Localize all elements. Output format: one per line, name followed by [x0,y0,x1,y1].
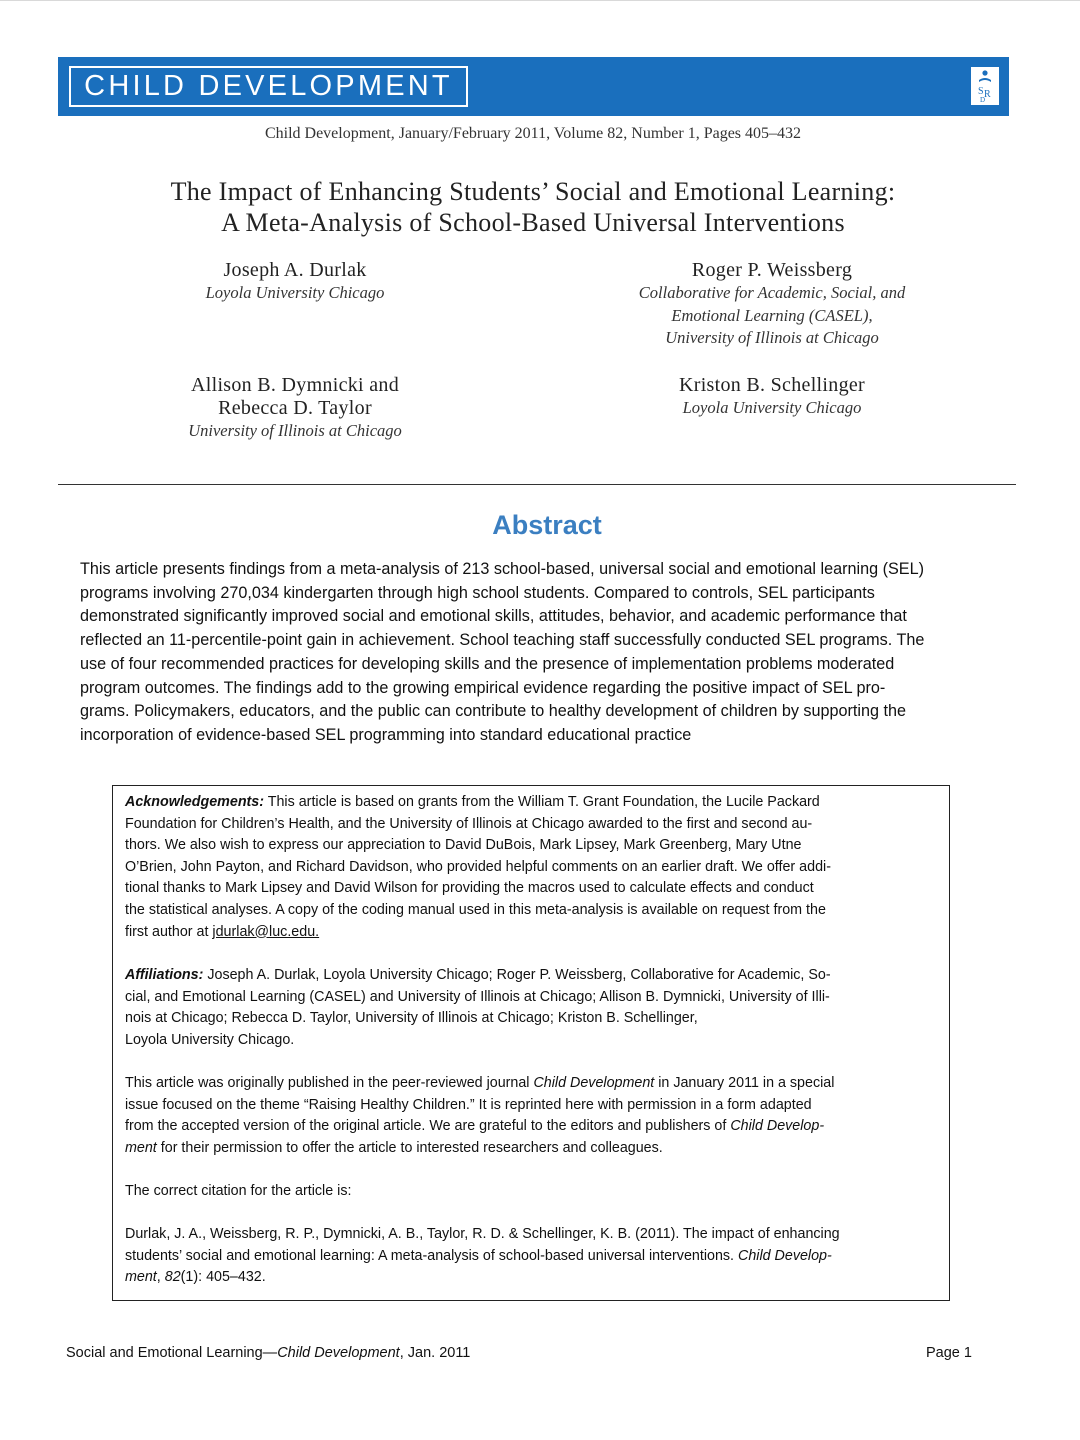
journal-citation-line: Child Development, January/February 2011, Volume 82, Number 1, Pages 405–432 [264,125,802,142]
article-citation [125,1224,940,1289]
author-affiliation: Collaborative for Academic, Social, and [638,283,906,302]
publication-note-text: This article was originally published in the peer-reviewed journal [125,1075,534,1091]
affiliations-label: Affiliations: [125,967,204,983]
abstract-body [80,558,1010,748]
citation-text: students’ social and emotional learning: A meta-analysis of school-based universal interventions. [125,1247,738,1264]
journal-title: CHILD DEVELOPMENT [69,66,468,107]
abstract-line: program outcomes. The findings add to the growing empirical evidence regarding the positive impact of SEL pro- [80,678,886,697]
srcd-logo-icon [971,67,999,105]
abstract-line: This article presents findings from a meta-analysis of 213 school-based, universal social and emotional learning (SEL) [80,560,924,578]
acknowledgements-label: Acknowledgements: [125,794,265,810]
acknowledgements-line: O’Brien, John Payton, and Richard Davidson, who provided helpful comments on an earlier draft. We offer addi- [125,858,831,875]
acknowledgements-text: first author at [125,923,213,940]
footer-text: , Jan. 2011 [399,1345,471,1361]
abstract-line: demonstrated significantly improved social and emotional skills, attitudes, behavior, and academic performance that [80,607,907,626]
abstract-heading: Abstract [492,510,602,540]
citation-intro-text: The correct citation for the article is: [125,1183,352,1199]
author-affiliation: University of Illinois at Chicago [665,328,879,347]
acknowledgements-line: thors. We also wish to express our appreciation to David DuBois, Mark Lipsey, Mark Greenberg, Mary Utne [125,837,802,854]
publication-note-text: for their permission to offer the article to interested researchers and colleagues. [156,1139,663,1156]
author-email-link[interactable]: jdurlak@luc.edu. [212,923,320,940]
acknowledgements-line: tional thanks to Mark Lipsey and David Wilson for providing the macros used to calculate effects and conduct [125,880,814,897]
abstract-line: use of four recommended practices for developing skills and the presence of implementation problems moderated [80,654,895,673]
acknowledgements-line: Foundation for Children’s Health, and the University of Illinois at Chicago awarded to the first and second au- [125,815,813,832]
section-divider [58,484,1016,485]
article-title [0,176,1066,238]
affiliations-line: nois at Chicago; Rebecca D. Taylor, University of Illinois at Chicago; Kriston B. Schellinger, [125,1010,698,1027]
citation-line: Durlak, J. A., Weissberg, R. P., Dymnicki, A. B., Taylor, R. D. & Schellinger, K. B. (2011). The impact of enhancing [125,1226,840,1242]
citation-volume: 82 [164,1269,181,1286]
footer-running-title [66,1345,470,1361]
acknowledgements-paragraph [125,792,940,943]
title-line-1: The Impact of Enhancing Students’ Social and Emotional Learning: [170,177,896,206]
publication-note-line: issue focused on the theme “Raising Healthy Children.” It is reprinted here with permission in a form adapted [125,1096,812,1113]
publication-note-text: from the accepted version of the original article. We are grateful to the editors and publishers of [125,1118,731,1135]
author-affiliation: Emotional Learning (CASEL), [671,305,873,325]
title-line-2: A Meta-Analysis of School-Based Universal Interventions [221,208,845,237]
author-name: Rebecca D. Taylor [218,397,372,419]
author-name: Roger P. Weissberg [691,259,853,281]
author-dymnicki-taylor [145,374,445,443]
journal-name: Child Develop- [730,1118,825,1135]
citation-text: , [156,1269,165,1286]
abstract-line: reflected an 11-percentile-point gain in achievement. School teaching staff successfully conducted SEL programs. The [80,631,925,650]
author-affiliation: Loyola University Chicago [682,398,862,417]
journal-name: Child Development [533,1075,655,1091]
abstract-line: programs involving 270,034 kindergarten through high school students. Compared to controls, SEL participants [80,583,875,602]
author-weissberg [600,259,944,350]
acknowledgements-line: the statistical analyses. A copy of the coding manual used in this meta-analysis is available on request from the [125,901,826,918]
affiliations-text: Joseph A. Durlak, Loyola University Chicago; Roger P. Weissberg, Collaborative for Academic, So- [203,967,831,983]
citation-text: (1): 405–432. [180,1269,266,1286]
author-name: Allison B. Dymnicki and [190,374,399,396]
journal-name: ment [125,1139,157,1156]
footer-text: Social and Emotional Learning— [66,1345,278,1361]
author-name: Joseph A. Durlak [223,259,367,281]
acknowledgements-text: This article is based on grants from the William T. Grant Foundation, the Lucile Packard [264,794,820,810]
publication-note-text: in January 2011 in a special [654,1075,835,1091]
author-schellinger [622,374,922,420]
svg-text:D: D [980,96,986,104]
journal-name: ment [125,1269,157,1286]
top-border [0,0,1080,1]
journal-name: Child Development [277,1345,400,1361]
affiliations-paragraph [125,965,940,1051]
author-affiliation: University of Illinois at Chicago [188,421,402,440]
svg-text:R: R [984,89,991,100]
affiliations-line: cial, and Emotional Learning (CASEL) and University of Illinois at Chicago; Allison B. Dymnicki, University of Illi- [125,988,830,1005]
author-affiliation: Loyola University Chicago [205,283,385,302]
citation-intro [125,1181,940,1203]
journal-name: Child Develop- [738,1247,832,1264]
author-durlak [145,259,445,305]
svg-text:S: S [978,86,984,97]
publication-note [125,1073,940,1159]
abstract-line: incorporation of evidence-based SEL programming into standard educational practice [80,725,692,744]
abstract-line: grams. Policymakers, educators, and the public can contribute to healthy development of children by supporting the [80,702,907,721]
author-name: Kriston B. Schellinger [678,374,866,396]
affiliations-line: Loyola University Chicago. [125,1031,295,1048]
journal-banner [58,57,1009,116]
page-number: Page 1 [926,1345,972,1361]
